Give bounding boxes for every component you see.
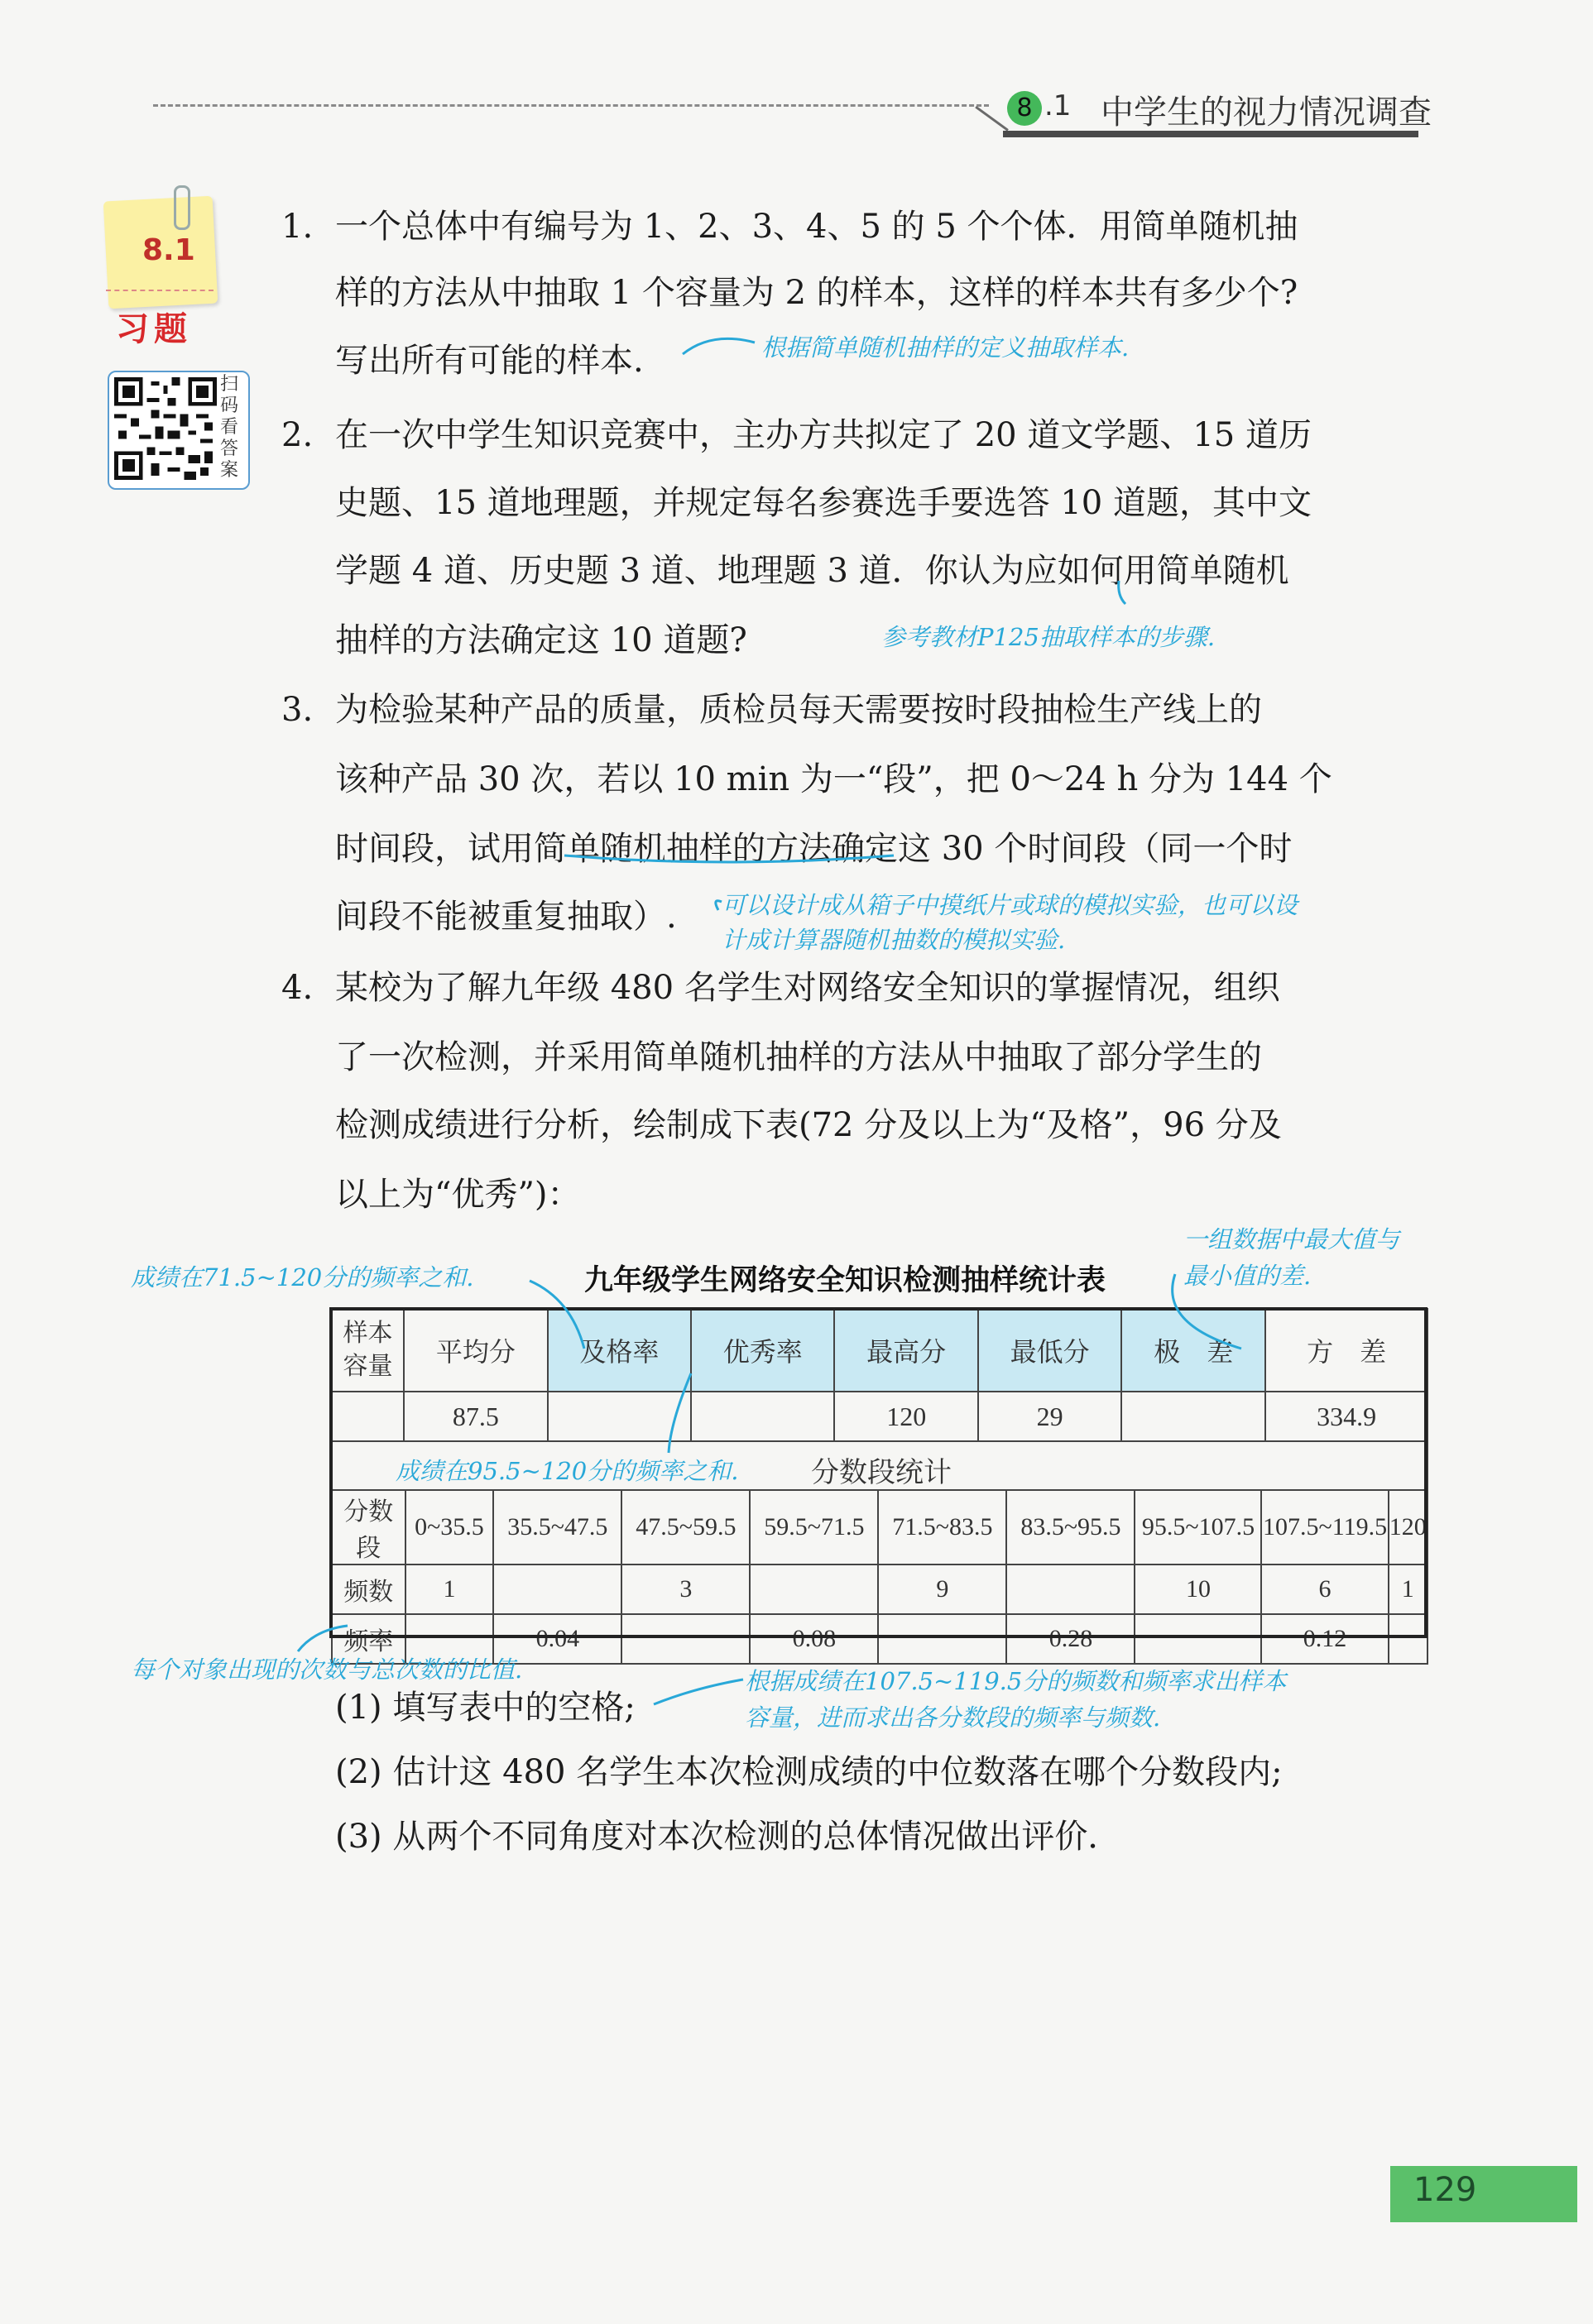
count-cell: 1 — [405, 1565, 494, 1614]
problem-2-line: 学题 4 道、历史题 3 道、地理题 3 道．你认为应如何用简单随机 — [335, 552, 1289, 590]
table-header: 平均分 — [404, 1309, 548, 1392]
problem-2-number: 2. — [281, 416, 314, 454]
table-header: 最高分 — [834, 1309, 978, 1392]
annotation-range-definition: 一组数据中最大值与 — [1183, 1225, 1400, 1253]
problem-1-line: 样的方法从中抽取 1 个容量为 2 的样本，这样的样本共有多少个? — [335, 274, 1298, 312]
frequency-cell: 0.12 — [1261, 1614, 1388, 1664]
segment-cell: 47.5~59.5 — [621, 1490, 750, 1565]
segment-cell: 83.5~95.5 — [1006, 1490, 1135, 1565]
annotation-simulation-experiment: 可以设计成从箱子中摸纸片或球的模拟实验，也可以设 — [722, 891, 1298, 919]
section-badge: 8 — [1007, 91, 1042, 126]
table-cell: 87.5 — [404, 1392, 548, 1441]
problem-2-line: 抽样的方法确定这 10 道题? — [335, 621, 747, 659]
qr-caption: 扫码看答案 — [220, 374, 239, 481]
problem-4-line: 某校为了解九年级 480 名学生对网络安全知识的掌握情况，组织 — [335, 969, 1280, 1007]
problem-1-number: 1. — [281, 208, 314, 246]
problem-2-line: 在一次中学生知识竞赛中，主办方共拟定了 20 道文学题、15 道历 — [335, 416, 1312, 454]
section-title: 中学生的视力情况调查 — [1101, 93, 1432, 132]
table-header: 方 差 — [1265, 1309, 1427, 1392]
annotation-excellent-rate: 成绩在95.5~120分的频率之和. — [396, 1457, 739, 1485]
subquestion-2: (2) 估计这 480 名学生本次检测成绩的中位数落在哪个分数段内; — [335, 1753, 1283, 1791]
problem-3-line: 时间段，试用简单随机抽样的方法确定这 30 个时间段（同一个时 — [335, 830, 1293, 868]
section-number: .1 — [1044, 89, 1072, 122]
table-cell: 29 — [978, 1392, 1121, 1441]
annotation-sample-size-hint: 容量，进而求出各分数段的频率与频数. — [745, 1703, 1161, 1732]
segment-cell: 0~35.5 — [405, 1490, 494, 1565]
paperclip-icon — [174, 185, 190, 230]
page-number: 129 — [1413, 2171, 1477, 2209]
problem-4-line: 了一次检测，并采用简单随机抽样的方法从中抽取了部分学生的 — [335, 1038, 1262, 1076]
annotation-range-definition: 最小值的差. — [1183, 1262, 1312, 1290]
problem-1-line: 一个总体中有编号为 1、2、3、4、5 的 5 个个体．用简单随机抽 — [335, 208, 1298, 246]
row-label: 频数 — [332, 1565, 405, 1614]
table-cell: 120 — [834, 1392, 978, 1441]
segment-cell: 59.5~71.5 — [750, 1490, 878, 1565]
header-slant-rule — [975, 106, 1009, 132]
header-dashed-rule — [153, 104, 989, 107]
count-cell: 9 — [878, 1565, 1006, 1614]
exercise-label: 习题 — [116, 310, 192, 348]
annotation-sampling-definition: 根据简单随机抽样的定义抽取样本. — [761, 333, 1130, 362]
problem-2-line: 史题、15 道地理题，并规定每名参赛选手要选答 10 道题，其中文 — [335, 484, 1312, 522]
frequency-cell: 0.28 — [1006, 1614, 1135, 1664]
problem-3-number: 3. — [281, 691, 314, 729]
qr-code-icon[interactable] — [114, 377, 217, 480]
table-title: 九年级学生网络安全知识检测抽样统计表 — [584, 1264, 1106, 1297]
frequency-cell: 0.04 — [493, 1614, 621, 1664]
table-cell: 334.9 — [1265, 1392, 1427, 1441]
row-label: 分数段 — [332, 1490, 405, 1565]
problem-4-line: 检测成绩进行分析，绘制成下表(72 分及以上为“及格”，96 分及 — [335, 1106, 1282, 1144]
distribution-title: 分数段统计 — [811, 1458, 952, 1488]
frequency-cell: 0.08 — [750, 1614, 878, 1664]
annotation-pass-rate: 成绩在71.5~120分的频率之和. — [131, 1263, 474, 1291]
problem-3-line: 为检验某种产品的质量，质检员每天需要按时段抽检生产线上的 — [335, 691, 1262, 729]
sticker-divider — [106, 290, 214, 291]
count-cell: 6 — [1261, 1565, 1388, 1614]
segment-cell: 107.5~119.5 — [1261, 1490, 1388, 1565]
segment-cell: 120 — [1389, 1490, 1427, 1565]
segment-cell: 35.5~47.5 — [493, 1490, 621, 1565]
table-header: 样本容量 — [332, 1309, 404, 1392]
annotation-textbook-reference: 参考教材P125抽取样本的步骤. — [881, 623, 1216, 651]
sticker-number: 8.1 — [142, 233, 195, 267]
segment-cell: 95.5~107.5 — [1135, 1490, 1261, 1565]
table-header: 优秀率 — [691, 1309, 834, 1392]
count-cell: 10 — [1135, 1565, 1261, 1614]
table-header: 极 差 — [1121, 1309, 1265, 1392]
problem-3-line: 该种产品 30 次，若以 10 min 为一“段”，把 0～24 h 分为 144 个 — [335, 760, 1332, 798]
annotation-simulation-experiment: 计成计算器随机抽数的模拟实验. — [722, 926, 1066, 954]
count-cell: 3 — [621, 1565, 750, 1614]
subquestion-1: (1) 填写表中的空格; — [335, 1689, 636, 1727]
table-frame — [329, 1307, 1427, 1638]
table-header: 及格率 — [548, 1309, 691, 1392]
annotation-sample-size-hint: 根据成绩在107.5~119.5分的频数和频率求出样本 — [745, 1667, 1287, 1695]
table-header: 最低分 — [978, 1309, 1121, 1392]
problem-1-line: 写出所有可能的样本. — [335, 342, 644, 380]
row-label: 频率 — [332, 1614, 405, 1664]
problem-3-line: 间段不能被重复抽取）. — [335, 898, 677, 936]
problem-4-line: 以上为“优秀”)： — [335, 1176, 581, 1214]
segment-cell: 71.5~83.5 — [878, 1490, 1006, 1565]
count-cell: 1 — [1389, 1565, 1427, 1614]
annotation-frequency-definition: 每个对象出现的次数与总次数的比值. — [131, 1656, 523, 1684]
problem-4-number: 4. — [281, 969, 314, 1007]
subquestion-3: (3) 从两个不同角度对本次检测的总体情况做出评价． — [335, 1818, 1121, 1856]
